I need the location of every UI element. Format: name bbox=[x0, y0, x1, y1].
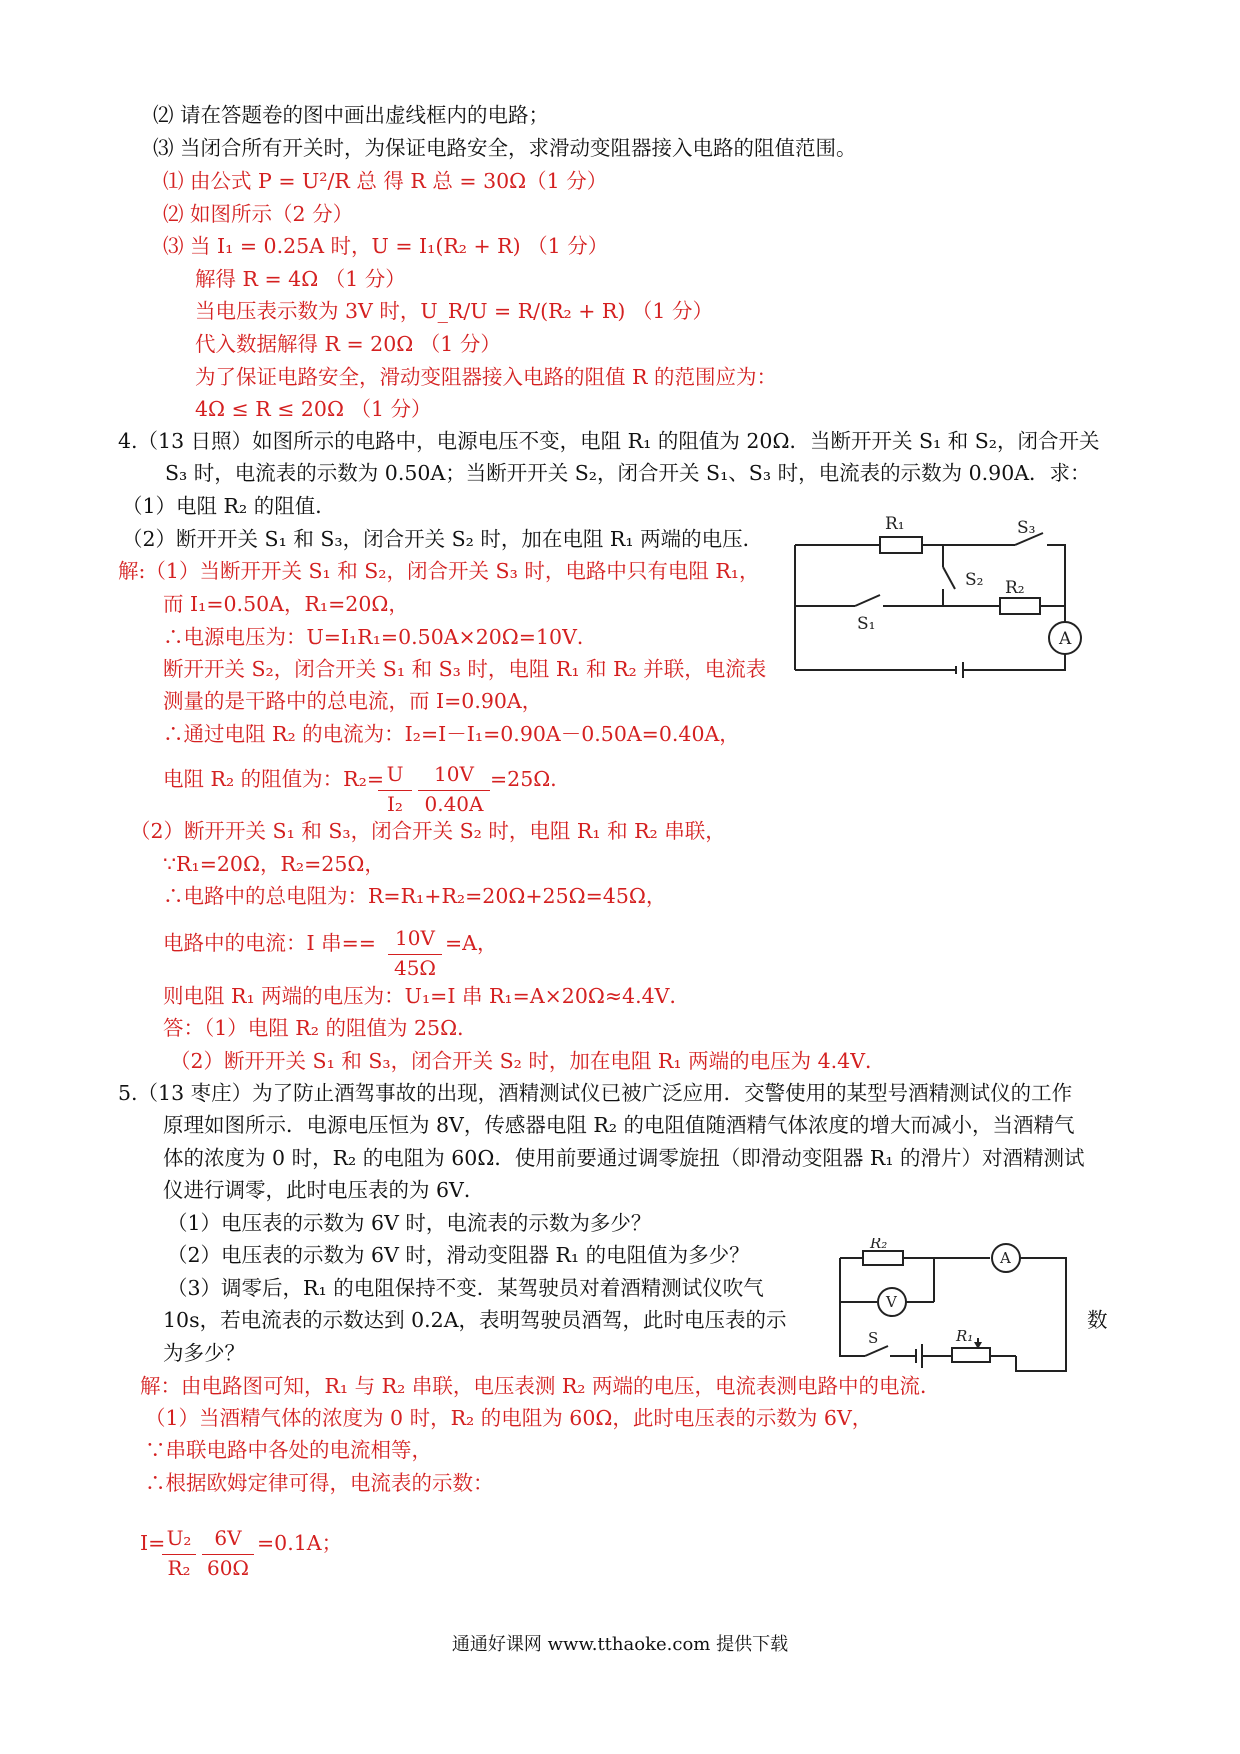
text-line-l1: ⑵ 请在答题卷的图中画出虚线框内的电路； bbox=[153, 103, 550, 127]
text-line-l32: 原理如图所示．电源电压恒为 8V，传感器电阻 R₂ 的电阻值随酒精气体浓度的增大而减小，当酒精气 bbox=[163, 1113, 1075, 1137]
text-line-l21: 电阻 R₂ 的阻值为：R₂= bbox=[163, 767, 385, 791]
text-line-l12: S₃ 时，电流表的示数为 0.50A；当断开开关 S₂，闭合开关 S₁、S₃ 时，电流表的示数为 0.90A．求： bbox=[165, 461, 1091, 485]
text-line-l33: 体的浓度为 0 时，R₂ 的电阻为 60Ω．使用前要通过调零旋扭（即滑动变阻器 R₁ 的滑片）对酒精测试 bbox=[163, 1146, 1085, 1170]
resistor-r2 bbox=[1000, 598, 1040, 614]
resistor-r1 bbox=[880, 537, 922, 553]
text-line-l28: 则电阻 R₁ 两端的电压为：U₁=I 串 R₁=A×20Ω≈4.4V． bbox=[163, 984, 690, 1008]
fraction-10v-over-45ohm bbox=[388, 924, 442, 984]
label-r2: R₂ bbox=[870, 1238, 888, 1252]
label-r1: R₁ bbox=[956, 1327, 974, 1345]
text-line-l31: 5.（13 枣庄）为了防止酒驾事故的出现，酒精测试仪已被广泛应用．交警使用的某型号酒精测试仪的工作 bbox=[118, 1081, 1073, 1105]
text-line-l39: 数 bbox=[1087, 1308, 1108, 1332]
text-line-l30: （2）断开开关 S₁ 和 S₃，闭合开关 S₂ 时，加在电阻 R₁ 两端的电压为 4.4V． bbox=[170, 1049, 886, 1073]
text-line-l5: ⑶ 当 I₁ = 0.25A 时，U = I₁(R₂ + R) （1 分） bbox=[163, 234, 609, 258]
text-line-l24: ∵R₁=20Ω，R₂=25Ω， bbox=[163, 852, 385, 876]
fraction-denominator: 45Ω bbox=[393, 956, 437, 980]
fraction-10v-over-040a bbox=[418, 760, 490, 820]
fraction-numerator: U bbox=[386, 762, 404, 786]
text-line-l23: （2）断开开关 S₁ 和 S₃，闭合开关 S₂ 时，电阻 R₁ 和 R₂ 串联， bbox=[130, 819, 726, 843]
switch-s bbox=[865, 1346, 888, 1356]
label-r1: R₁ bbox=[885, 514, 905, 534]
text-line-l4: ⑵ 如图所示（2 分） bbox=[163, 202, 354, 226]
switch-s2 bbox=[943, 567, 955, 589]
text-line-l8: 代入数据解得 R = 20Ω （1 分） bbox=[195, 332, 501, 356]
text-line-l38: 10s，若电流表的示数达到 0.2A，表明驾驶员酒驾，此时电压表的示 bbox=[163, 1308, 787, 1332]
text-line-l9: 为了保证电路安全，滑动变阻器接入电路的阻值 R 的范围应为： bbox=[195, 365, 777, 389]
label-voltmeter: V bbox=[886, 1293, 897, 1311]
label-s1: S₁ bbox=[857, 614, 876, 634]
text-line-l18: 断开开关 S₂，闭合开关 S₁ 和 S₃ 时，电阻 R₁ 和 R₂ 并联，电流表 bbox=[163, 657, 767, 681]
text-line-l34: 仪进行调零，此时电压表的为 6V． bbox=[163, 1178, 485, 1202]
text-line-l37: （3）调零后，R₁ 的电阻保持不变．某驾驶员对着酒精测试仪吹气 bbox=[167, 1276, 764, 1300]
label-s3: S₃ bbox=[1017, 518, 1036, 538]
text-line-l14: （2）断开开关 S₁ 和 S₃，闭合开关 S₂ 时，加在电阻 R₁ 两端的电压． bbox=[122, 527, 764, 551]
text-line-l45: I= bbox=[140, 1531, 166, 1555]
text-line-l46: =0.1A； bbox=[257, 1531, 343, 1555]
text-line-l6: 解得 R = 4Ω （1 分） bbox=[195, 267, 406, 291]
text-line-l3: ⑴ 由公式 P = U²/R 总 得 R 总 = 30Ω（1 分） bbox=[163, 169, 608, 193]
text-line-l16: 而 I₁=0.50A，R₁=20Ω， bbox=[163, 592, 409, 616]
text-line-l13: （1）电阻 R₂ 的阻值． bbox=[122, 494, 336, 518]
fraction-denominator: R₂ bbox=[167, 1556, 191, 1580]
fraction-u-over-i2 bbox=[378, 760, 412, 820]
resistor-r2 bbox=[863, 1251, 903, 1265]
fraction-numerator: 6V bbox=[214, 1526, 242, 1550]
text-line-l36: （2）电压表的示数为 6V 时，滑动变阻器 R₁ 的电阻值为多少？ bbox=[167, 1243, 750, 1267]
text-line-l35: （1）电压表的示数为 6V 时，电流表的示数为多少？ bbox=[167, 1211, 652, 1235]
text-line-l7: 当电压表示数为 3V 时，U_R/U = R/(R₂ + R) （1 分） bbox=[195, 299, 713, 323]
text-line-l20: ∴通过电阻 R₂ 的电流为：I₂=I－I₁=0.90A－0.50A=0.40A， bbox=[163, 722, 740, 746]
label-s2: S₂ bbox=[965, 570, 984, 590]
text-line-l25: ∴电路中的总电阻为：R=R₁+R₂=20Ω+25Ω=45Ω， bbox=[163, 884, 667, 908]
text-line-l22: =25Ω． bbox=[490, 767, 571, 791]
fraction-denominator: I₂ bbox=[387, 792, 403, 816]
text-line-l44: ∴根据欧姆定律可得，电流表的示数： bbox=[145, 1471, 494, 1495]
switch-s1 bbox=[855, 595, 880, 606]
circuit-diagram-q4 bbox=[785, 505, 1110, 680]
fraction-u2-over-r2 bbox=[162, 1524, 196, 1584]
fraction-numerator: 10V bbox=[395, 926, 435, 950]
text-line-l15: 解:（1）当断开开关 S₁ 和 S₂，闭合开关 S₃ 时，电路中只有电阻 R₁， bbox=[118, 559, 760, 583]
label-ammeter: A bbox=[1059, 629, 1072, 649]
text-line-l27: =A， bbox=[445, 931, 498, 955]
circuit-diagram-q5 bbox=[830, 1238, 1085, 1378]
fraction-numerator: U₂ bbox=[166, 1526, 192, 1550]
text-line-l40: 为多少？ bbox=[163, 1341, 245, 1365]
text-line-l26: 电路中的电流：I 串== bbox=[163, 931, 376, 955]
text-line-l11: 4.（13 日照）如图所示的电路中，电源电压不变，电阻 R₁ 的阻值为 20Ω．当断开开关 S₁ 和 S₂，闭合开关 bbox=[118, 429, 1100, 453]
text-line-l17: ∴电源电压为：U=I₁R₁=0.50A×20Ω=10V． bbox=[163, 625, 598, 649]
label-r2: R₂ bbox=[1005, 578, 1025, 598]
label-ammeter: A bbox=[1000, 1249, 1011, 1267]
fraction-6v-over-60ohm bbox=[202, 1524, 254, 1584]
fraction-numerator: 10V bbox=[434, 762, 474, 786]
text-line-l29: 答：（1）电阻 R₂ 的阻值为 25Ω． bbox=[163, 1016, 478, 1040]
page-footer: 通通好课网 www.tthaoke.com 提供下载 bbox=[451, 1634, 789, 1655]
text-line-l42: （1）当酒精气体的浓度为 0 时，R₂ 的电阻为 60Ω，此时电压表的示数为 6V， bbox=[145, 1406, 873, 1430]
fraction-denominator: 0.40A bbox=[424, 792, 484, 816]
text-line-l2: ⑶ 当闭合所有开关时，为保证电路安全，求滑动变阻器接入电路的阻值范围。 bbox=[153, 136, 857, 160]
text-line-l43: ∵串联电路中各处的电流相等， bbox=[145, 1438, 432, 1462]
text-line-l19: 测量的是干路中的总电流，而 I=0.90A， bbox=[163, 689, 543, 713]
label-s: S bbox=[868, 1329, 879, 1347]
text-line-l41: 解：由电路图可知，R₁ 与 R₂ 串联，电压表测 R₂ 两端的电压，电流表测电路中的电流． bbox=[140, 1374, 941, 1398]
resistor-r1 bbox=[952, 1348, 990, 1362]
text-line-l10: 4Ω ≤ R ≤ 20Ω （1 分） bbox=[195, 397, 432, 421]
fraction-denominator: 60Ω bbox=[206, 1556, 250, 1580]
